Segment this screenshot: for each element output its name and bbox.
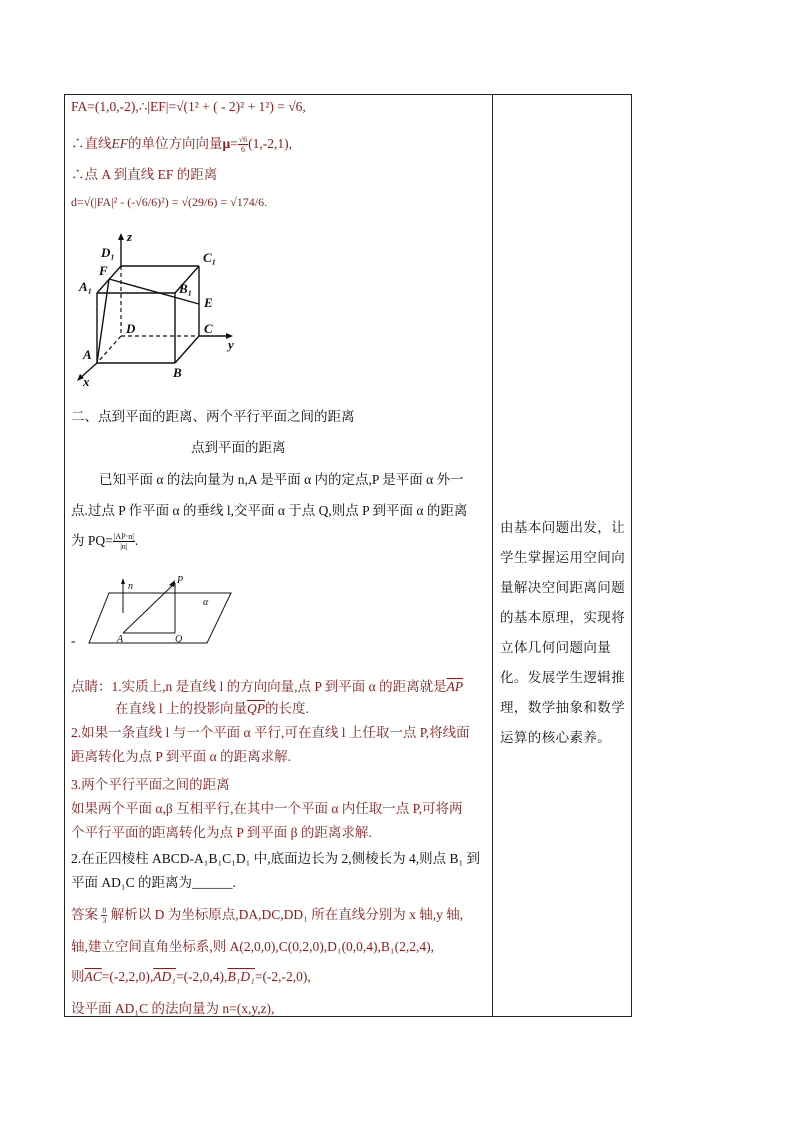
label-x: x (83, 374, 90, 387)
section-title: 二、点到平面的距离、两个平行平面之间的距离 (71, 409, 355, 424)
label-p: P (177, 575, 184, 586)
label-plane-a: A (117, 634, 124, 645)
label-z: z (127, 229, 133, 244)
column-divider (492, 95, 493, 1016)
label-q: Q (175, 634, 183, 645)
fraction-ap-n: $\frac{|AP\cdot n|}{|n|}$ (113, 532, 134, 552)
question-line-1: 2.在正四棱柱 ABCD-A₁B₁C₁D₁ 中,底面边长为 2,侧棱长为 4,则点 B₁ 到 (71, 851, 481, 866)
commentary-cell: 由基本问题出发，让学生掌握运用空间向量解决空间距离问题的基本原理，实现将立体几何问题向量化。发展学生逻辑推理，数学抽象和数学运算的核心素养。 (500, 520, 626, 745)
definition-line-1: 已知平面 α 的法向量为 n,A 是平面 α 内的定点,P 是平面 α 外一 (99, 472, 464, 487)
note-3a: 如果两个平面 α,β 互相平行,在其中一个平面 α 内任取一点 P,可将两 (71, 801, 463, 816)
subtitle: 点到平面的距离 (191, 440, 286, 455)
distance-intro-line: ∴点 A 到直线 EF 的距离 (71, 167, 218, 182)
label-y: y (228, 337, 234, 352)
answer-line-4: 设平面 AD₁C 的法向量为 n=(x,y,z), (71, 1001, 275, 1016)
label-b: B (173, 365, 182, 380)
label-alpha: α (203, 597, 209, 608)
label-a1: A₁ (79, 279, 93, 294)
unit-vector-line: ∴直线EF的单位方向向量μ= $\frac{√6}{6}$ (1,-2,1), (71, 135, 293, 155)
distance-formula-line: d=√(|FA|² - (-√6/6)²) = √(29/6) = √174/6. (71, 195, 268, 209)
label-f: F (99, 263, 108, 278)
vector-fa-line: FA=(1,0,-2),∴|EF|=√(1² + ( - 2)² + 1²) = √6, (71, 99, 306, 114)
label-b1: B₁ (179, 281, 193, 296)
lesson-table (64, 94, 632, 1017)
note-1b: 在直线 l 上的投影向量$\overline{QP}$的长度. (115, 701, 309, 716)
plane-figure (71, 573, 241, 653)
note-3: 3.两个平行平面之间的距离 (71, 777, 230, 792)
label-e: E (204, 295, 213, 310)
label-d1: D₁ (101, 245, 115, 260)
label-a: A (83, 347, 92, 362)
note-1a: 点睛：1.实质上,n 是直线 l 的方向向量,点 P 到平面 α 的距离就是$\overline{AP}$ (71, 679, 464, 694)
answer-fraction: $\frac{8}{3}$ (102, 906, 107, 926)
label-c1: C₁ (203, 250, 217, 265)
fraction-sqrt6-over-6: $\frac{√6}{6}$ (238, 135, 248, 155)
question-line-2: 平面 AD₁C 的距离为______. (71, 875, 236, 890)
definition-line-2: 点.过点 P 作平面 α 的垂线 l,交平面 α 于点 Q,则点 P 到平面 α 的距离 (71, 503, 468, 518)
note-2b: 距离转化为点 P 到平面 α 的距离求解. (71, 749, 291, 764)
answer-line-1: 答案 $\frac{8}{3}$ 解析以 D 为坐标原点,DA,DC,DD₁ 所在直线分别为 x 轴,y 轴, (71, 906, 464, 926)
note-2a: 2.如果一条直线 l 与一个平面 α 平行,可在直线 l 上任取一点 P,将线面 (71, 725, 470, 740)
label-c: C (204, 321, 213, 336)
note-3b: 个平行平面的距离转化为点 P 到平面 β 的距离求解. (71, 825, 372, 840)
definition-line-3: 为 PQ= $\frac{|AP\cdot n|}{|n|}$ . (71, 532, 139, 552)
label-d: D (126, 321, 136, 336)
dash-marker: - (71, 633, 76, 648)
answer-line-3: 则$\overline{AC}=(-2,2,0),AD_1=(-2,0,4),B_1D_1=(-2,-2,0)$, (71, 969, 311, 984)
label-n: n (128, 581, 133, 592)
cube-figure (71, 227, 251, 387)
answer-line-2: 轴,建立空间直角坐标系,则 A(2,0,0),C(0,2,0),D₁(0,0,4),B₁(2,2,4), (71, 939, 435, 954)
